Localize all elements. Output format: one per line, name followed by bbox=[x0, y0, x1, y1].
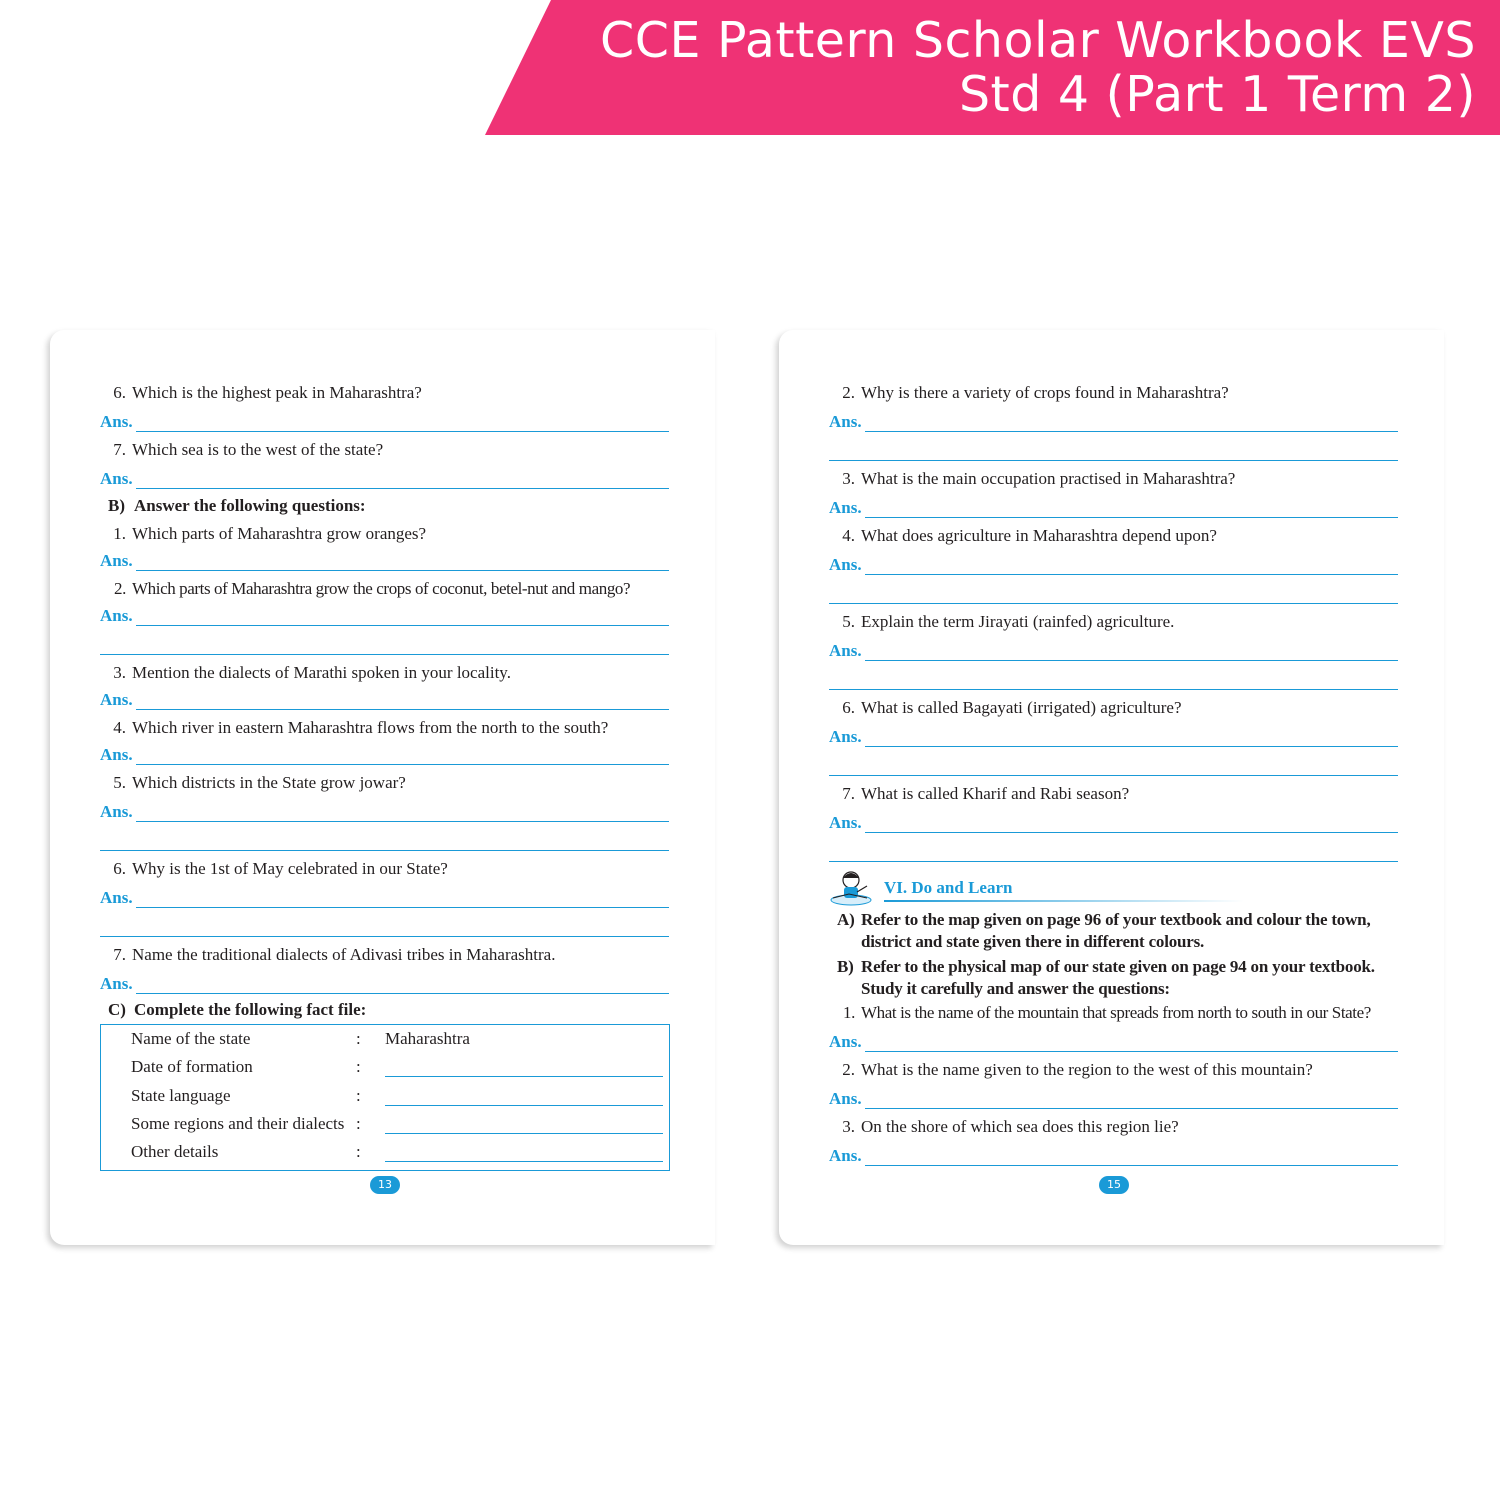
answer-line[interactable] bbox=[865, 832, 1398, 833]
fact-line-regions[interactable] bbox=[385, 1133, 663, 1134]
question-2: 2. Why is there a variety of crops found in Maharashtra? bbox=[842, 383, 1229, 402]
answer-line[interactable] bbox=[136, 431, 669, 432]
answer-line[interactable] bbox=[100, 654, 669, 655]
question-b3: 3. Mention the dialects of Marathi spoken in your locality. bbox=[113, 663, 511, 682]
answer-line[interactable] bbox=[829, 603, 1398, 604]
answer-line[interactable] bbox=[136, 488, 669, 489]
ans-label: Ans. bbox=[829, 1089, 862, 1108]
fact-label-formation: Date of formation bbox=[131, 1057, 253, 1076]
banner-title-line1: CCE Pattern Scholar Workbook EVS bbox=[600, 12, 1476, 69]
question-d1: 1. What is the name of the mountain that spreads from north to south in our State? bbox=[843, 1003, 1371, 1022]
answer-line[interactable] bbox=[829, 460, 1398, 461]
fact-file-box bbox=[100, 1024, 670, 1171]
question-6: 6. What is called Bagayati (irrigated) agriculture? bbox=[842, 698, 1182, 717]
answer-line[interactable] bbox=[865, 1165, 1398, 1166]
answer-line[interactable] bbox=[829, 689, 1398, 690]
page-number: 13 bbox=[370, 1176, 400, 1194]
answer-line[interactable] bbox=[865, 1051, 1398, 1052]
fact-label-regions: Some regions and their dialects bbox=[131, 1114, 345, 1133]
ans-label: Ans. bbox=[829, 498, 862, 517]
ans-label: Ans. bbox=[100, 469, 133, 488]
fact-line-formation[interactable] bbox=[385, 1076, 663, 1077]
fact-label-other: Other details bbox=[131, 1142, 219, 1161]
fact-line-other[interactable] bbox=[385, 1161, 663, 1162]
fact-value-state: Maharashtra bbox=[385, 1029, 470, 1048]
ans-label: Ans. bbox=[829, 813, 862, 832]
boy-writing-icon bbox=[827, 868, 879, 908]
ans-label: Ans. bbox=[100, 551, 133, 570]
fact-label-language: State language bbox=[131, 1086, 231, 1105]
answer-line[interactable] bbox=[136, 907, 669, 908]
banner-title-line2: Std 4 (Part 1 Term 2) bbox=[958, 66, 1476, 123]
answer-line[interactable] bbox=[829, 775, 1398, 776]
answer-line[interactable] bbox=[136, 709, 669, 710]
answer-line[interactable] bbox=[829, 861, 1398, 862]
ans-label: Ans. bbox=[100, 888, 133, 907]
answer-line[interactable] bbox=[136, 764, 669, 765]
question-b4: 4. Which river in eastern Maharashtra flows from the north to the south? bbox=[113, 718, 609, 737]
heading-underline bbox=[884, 900, 1244, 902]
question-b6: 6. Why is the 1st of May celebrated in our State? bbox=[113, 859, 448, 878]
answer-line[interactable] bbox=[865, 517, 1398, 518]
workbook-page-15 bbox=[779, 330, 1444, 1245]
workbook-page-13 bbox=[50, 330, 715, 1245]
answer-line[interactable] bbox=[136, 625, 669, 626]
answer-line[interactable] bbox=[865, 574, 1398, 575]
ans-label: Ans. bbox=[829, 1032, 862, 1051]
fact-colon: : bbox=[356, 1142, 361, 1161]
question-5: 5. Explain the term Jirayati (rainfed) agriculture. bbox=[842, 612, 1175, 631]
answer-line[interactable] bbox=[865, 746, 1398, 747]
section-b-heading: B) Answer the following questions: bbox=[108, 496, 366, 515]
section-c-heading: C) Complete the following fact file: bbox=[108, 1000, 367, 1019]
question-6: 6. Which is the highest peak in Maharashtra? bbox=[113, 383, 422, 402]
ans-label: Ans. bbox=[829, 641, 862, 660]
answer-line[interactable] bbox=[136, 993, 669, 994]
question-b5: 5. Which districts in the State grow jowar? bbox=[113, 773, 406, 792]
fact-line-language[interactable] bbox=[385, 1105, 663, 1106]
answer-line[interactable] bbox=[865, 431, 1398, 432]
question-b1: 1. Which parts of Maharashtra grow oranges? bbox=[113, 524, 427, 543]
question-d2: 2. What is the name given to the region to the west of this mountain? bbox=[842, 1060, 1313, 1079]
question-3: 3. What is the main occupation practised in Maharashtra? bbox=[842, 469, 1236, 488]
ans-label: Ans. bbox=[100, 974, 133, 993]
ans-label: Ans. bbox=[100, 802, 133, 821]
ans-label: Ans. bbox=[829, 727, 862, 746]
header-banner bbox=[0, 0, 1500, 135]
question-b2: 2. Which parts of Maharashtra grow the crops of coconut, betel-nut and mango? bbox=[114, 579, 631, 598]
fact-colon: : bbox=[356, 1029, 361, 1048]
fact-label-state: Name of the state bbox=[131, 1029, 251, 1048]
ans-label: Ans. bbox=[100, 745, 133, 764]
ans-label: Ans. bbox=[829, 555, 862, 574]
question-7: 7. Which sea is to the west of the state? bbox=[113, 440, 384, 459]
instruction-a-line1: Refer to the map given on page 96 of your textbook and colour the town, bbox=[861, 910, 1371, 929]
instruction-a-num: A) bbox=[837, 910, 855, 929]
instruction-b-line1: Refer to the physical map of our state given on page 94 on your textbook. bbox=[861, 957, 1375, 976]
ans-label: Ans. bbox=[829, 1146, 862, 1165]
question-d3: 3. On the shore of which sea does this region lie? bbox=[842, 1117, 1179, 1136]
fact-colon: : bbox=[356, 1086, 361, 1105]
fact-colon: : bbox=[356, 1057, 361, 1076]
ans-label: Ans. bbox=[100, 606, 133, 625]
ans-label: Ans. bbox=[100, 690, 133, 709]
answer-line[interactable] bbox=[865, 660, 1398, 661]
banner-title bbox=[600, 14, 1476, 122]
answer-line[interactable] bbox=[100, 936, 669, 937]
fact-colon: : bbox=[356, 1114, 361, 1133]
question-7: 7. What is called Kharif and Rabi season? bbox=[842, 784, 1130, 803]
answer-line[interactable] bbox=[865, 1108, 1398, 1109]
instruction-b-num: B) bbox=[837, 957, 854, 976]
ans-label: Ans. bbox=[829, 412, 862, 431]
ans-label: Ans. bbox=[100, 412, 133, 431]
answer-line[interactable] bbox=[136, 821, 669, 822]
answer-line[interactable] bbox=[100, 850, 669, 851]
instruction-a-line2: district and state given there in different colours. bbox=[861, 932, 1205, 951]
instruction-b-line2: Study it carefully and answer the questions: bbox=[861, 979, 1170, 998]
do-and-learn-heading: VI. Do and Learn bbox=[884, 878, 1013, 897]
page-number: 15 bbox=[1099, 1176, 1129, 1194]
question-4: 4. What does agriculture in Maharashtra depend upon? bbox=[842, 526, 1217, 545]
answer-line[interactable] bbox=[136, 570, 669, 571]
question-b7: 7. Name the traditional dialects of Adivasi tribes in Maharashtra. bbox=[113, 945, 556, 964]
